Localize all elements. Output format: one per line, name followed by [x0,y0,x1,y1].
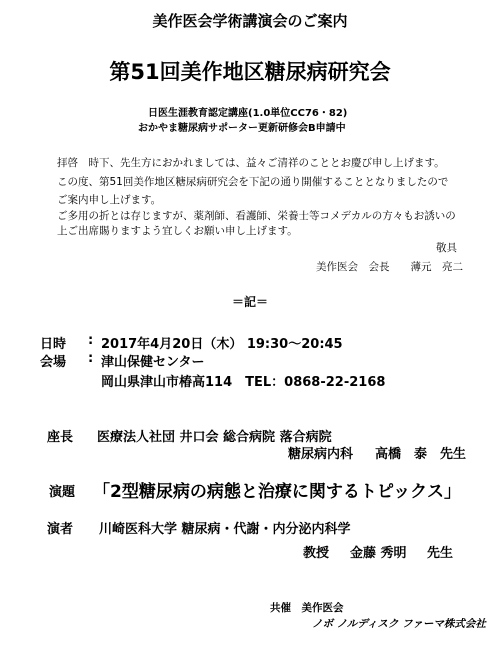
letter-sender: 美作医会 会長 薄元 亮二 [316,261,463,273]
chair-department: 糖尿病内科 [288,447,354,462]
chair-organization: 医療法人社団 井口会 総合病院 落合病院 [97,430,332,445]
speaker-label: 演者 [47,522,74,537]
letter-line-5: 上ご出席賜りますよう宜しくお願い申し上げます。 [57,225,298,237]
letter-closing: 敬具 [436,242,457,254]
topic-title: 「2型糖尿病の病態と治療に関するトピックス」 [93,482,461,502]
topic-label: 演題 [49,485,76,500]
speaker-organization: 川崎医科大学 糖尿病・代謝・内分泌内科学 [99,522,351,537]
speaker-honorific: 先生 [427,546,454,561]
letter-line-1: 拝啓 時下、先生方におかれましては、益々ご清祥のこととお慶び申し上げます。 [57,157,445,169]
venue-name: 津山保健センター [101,355,205,370]
chair-honorific: 先生 [440,447,467,462]
page-title: 第51回美作地区糖尿病研究会 [109,60,391,84]
venue-separator: : [88,351,94,366]
certification-line-1: 日医生涯教育認定講座(1.0単位CC76・82) [148,108,348,119]
speaker-role: 教授 [303,546,330,561]
venue-label: 会場 [40,355,67,370]
subtitle: 美作医会学術講演会のご案内 [152,12,348,30]
letter-line-4: ご多用の折とは存じますが、薬剤師、看護師、栄養士等コメデカルの方々もお誘いの [57,210,456,222]
speaker-name: 金藤 秀明 [350,546,407,561]
chair-label: 座長 [47,430,74,445]
sponsor-line-2: ノボ ノルディスク ファーマ株式会社 [312,618,486,630]
venue-address: 岡山県津山市椿高114 TEL：0868-22-2168 [101,375,386,390]
date-separator: : [88,333,94,348]
date-value: 2017年4月20日（木） 19:30～20:45 [101,337,343,352]
date-label: 日時 [40,337,67,352]
chair-name: 高橋 泰 [375,447,428,462]
sponsor-line-1: 共催 美作医会 [270,602,344,614]
letter-line-3: ご案内申し上げます。 [57,194,162,206]
letter-line-2: この度、第51回美作地区糖尿病研究会を下記の通り開催することとなりましたので [57,176,449,188]
certification-line-2: おかやま糖尿病サポーター更新研修会B申請中 [138,123,346,134]
ki-heading: ＝記＝ [231,295,268,309]
